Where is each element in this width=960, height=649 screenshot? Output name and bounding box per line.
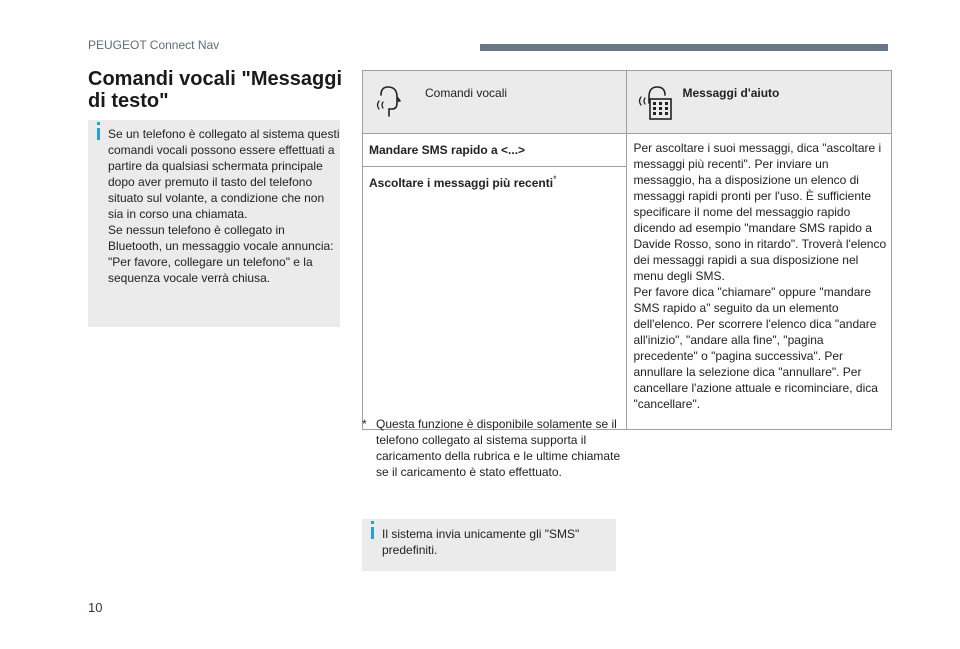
- info-box-bottom-text: Il sistema invia unicamente gli "SMS" predefiniti.: [382, 527, 580, 557]
- command-label: Mandare SMS rapido a <...>: [369, 143, 526, 157]
- table-header-voice-commands: [363, 71, 627, 134]
- page-number: 10: [88, 600, 103, 615]
- info-i-icon: [97, 128, 100, 140]
- footnote-mark: *: [362, 417, 367, 431]
- info-box-left: [88, 120, 340, 327]
- help-message-cell: [627, 134, 892, 430]
- info-i-icon: [371, 527, 374, 539]
- table-row: [363, 134, 892, 167]
- table-header-voice-commands-label: Comandi vocali: [425, 86, 508, 100]
- document-header-label: PEUGEOT Connect Nav: [88, 38, 220, 52]
- section-title: Comandi vocali "Messaggi di testo": [88, 68, 342, 112]
- table-header-help-messages-label: Messaggi d'aiuto: [682, 86, 780, 100]
- footnote: [362, 416, 622, 480]
- footnote-asterisk: *: [553, 174, 557, 184]
- help-message-text: Per ascoltare i suoi messaggi, dica "ascoltare i messaggi più recenti". Per inviare un messaggio, ha a disposizione un elenco di messaggi rapidi pronti per l'uso. È sufficiente specificare il nome del messaggio rapido dicendo ad esempio "mandare SMS rapido a Davide Rosso, sono in ritardo". Troverà l'elenco dei messaggi rapidi a sua disposizione nel menu degli SMS. Per favore dica "chiamare" oppure "mandare SMS rapido a" seguito da un elemento dell'elenco. Per scorrere l'elenco dica "andare all'inizio", "andare alla fine", "pagina precedente" o "pagina successiva". Per annullare la selezione dica "annullare". Per cancellare l'azione attuale e ricominciare, dica "cancellare".: [633, 141, 887, 411]
- voice-command-table: [362, 70, 892, 430]
- command-send-quick-sms: [363, 134, 627, 167]
- table-header-row: [363, 71, 892, 134]
- command-label: Ascoltare i messaggi più recenti: [369, 176, 554, 190]
- voice-help-keypad-icon: [637, 83, 671, 119]
- voice-command-icon: [375, 83, 409, 119]
- header-accent-bar: [480, 44, 888, 51]
- empty-command-cell: [363, 199, 627, 430]
- footnote-text: Questa funzione è disponibile solamente se il telefono collegato al sistema supporta il caricamento della rubrica e le ultime chiamate se il caricamento è stato effettuato.: [376, 417, 621, 479]
- table-header-help-messages: [627, 71, 892, 134]
- info-box-bottom: [362, 519, 616, 571]
- info-box-left-text: Se un telefono è collegato al sistema questi comandi vocali possono essere effettuati a partire da qualsiasi schermata principale dopo aver premuto il tasto del telefono situato sul volante, a condizione che non sia in corso una chiamata. Se nessun telefono è collegato in Bluetooth, un messaggio vocale annuncia: "Per favore, collegare un telefono" e la sequenza vocale verrà chiusa.: [108, 127, 340, 285]
- command-listen-latest-messages: [363, 167, 627, 200]
